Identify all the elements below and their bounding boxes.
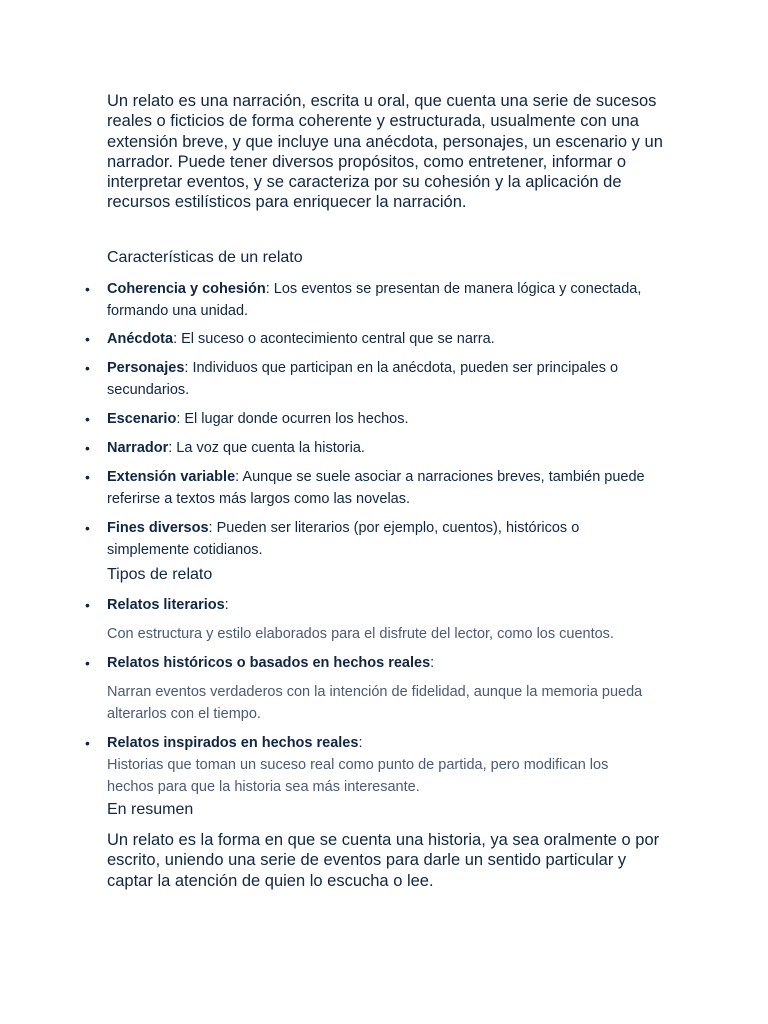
item-term: Relatos históricos o basados en hechos reales [107,655,431,671]
bullet-icon: • [85,411,90,427]
types-heading: Tipos de relato [107,566,213,583]
bullet-icon: • [85,281,90,297]
item-text: : Pueden ser literarios (por ejemplo, cuentos), históricos o simplemente cotidianos. [107,520,580,558]
list-item [85,595,652,617]
type-description: Historias que toman un suceso real como punto de partida, pero modifican los hechos para que la historia sea más interesante. [107,757,609,795]
item-term: Coherencia y cohesión [107,281,266,297]
item-term: Fines diversos [107,520,209,536]
list-item [85,653,652,675]
item-text: : Aunque se suele asociar a narraciones breves, también puede referirse a textos más largos como las novelas. [107,469,645,507]
item-term: Personajes [107,360,185,376]
bullet-icon: • [85,440,90,456]
intro-paragraph: Un relato es una narración, escrita u oral, que cuenta una serie de sucesos reales o ficticios de forma coherente y estructurada, usualmente con una extensión breve, y que incluye una anécdota, personajes, un escenario y un narrador. Puede tener diversos propósitos, como entretener, informar o interpretar eventos, y se caracteriza por su cohesión y la aplicación de recursos estilísticos para enriquecer la narración. [107,92,663,212]
bullet-icon: • [85,360,90,376]
list-item [85,329,652,351]
list-item [85,409,652,431]
item-term: Anécdota [107,331,174,347]
list-item [85,733,652,755]
list-item [85,467,652,510]
list-item [85,358,652,401]
type-description: Con estructura y estilo elaborados para el disfrute del lector, como los cuentos. [107,626,614,642]
item-text: : Individuos que participan en la anécdota, pueden ser principales o secundarios. [107,360,619,398]
item-text: : La voz que cuenta la historia. [168,440,365,456]
summary-heading: En resumen [107,801,194,818]
item-text: : [224,597,229,613]
item-term: Narrador [107,440,169,456]
list-item [85,279,652,322]
bullet-icon: • [85,469,90,485]
item-text: : El lugar donde ocurren los hechos. [176,411,409,427]
item-term: Relatos literarios [107,597,225,613]
item-term: Relatos inspirados en hechos reales [107,735,359,751]
item-text: : [358,735,363,751]
item-text: : El suceso o acontecimiento central que se narra. [173,331,495,347]
list-item [85,518,652,561]
item-text: : Los eventos se presentan de manera lógica y conectada, formando una unidad. [107,281,642,319]
list-item [85,438,652,460]
bullet-icon: • [85,735,90,751]
summary-paragraph: Un relato es la forma en que se cuenta una historia, ya sea oralmente o por escrito, uniendo una serie de eventos para darle un sentido particular y captar la atención de quien lo escucha o lee. [107,831,660,890]
bullet-icon: • [85,655,90,671]
characteristics-heading: Características de un relato [107,249,303,266]
item-text: : [430,655,435,671]
bullet-icon: • [85,520,90,536]
bullet-icon: • [85,597,90,613]
type-description: Narran eventos verdaderos con la intención de fidelidad, aunque la memoria pueda alterarlos con el tiempo. [107,684,643,722]
item-term: Escenario [107,411,177,427]
bullet-icon: • [85,331,90,347]
item-term: Extensión variable [107,469,236,485]
